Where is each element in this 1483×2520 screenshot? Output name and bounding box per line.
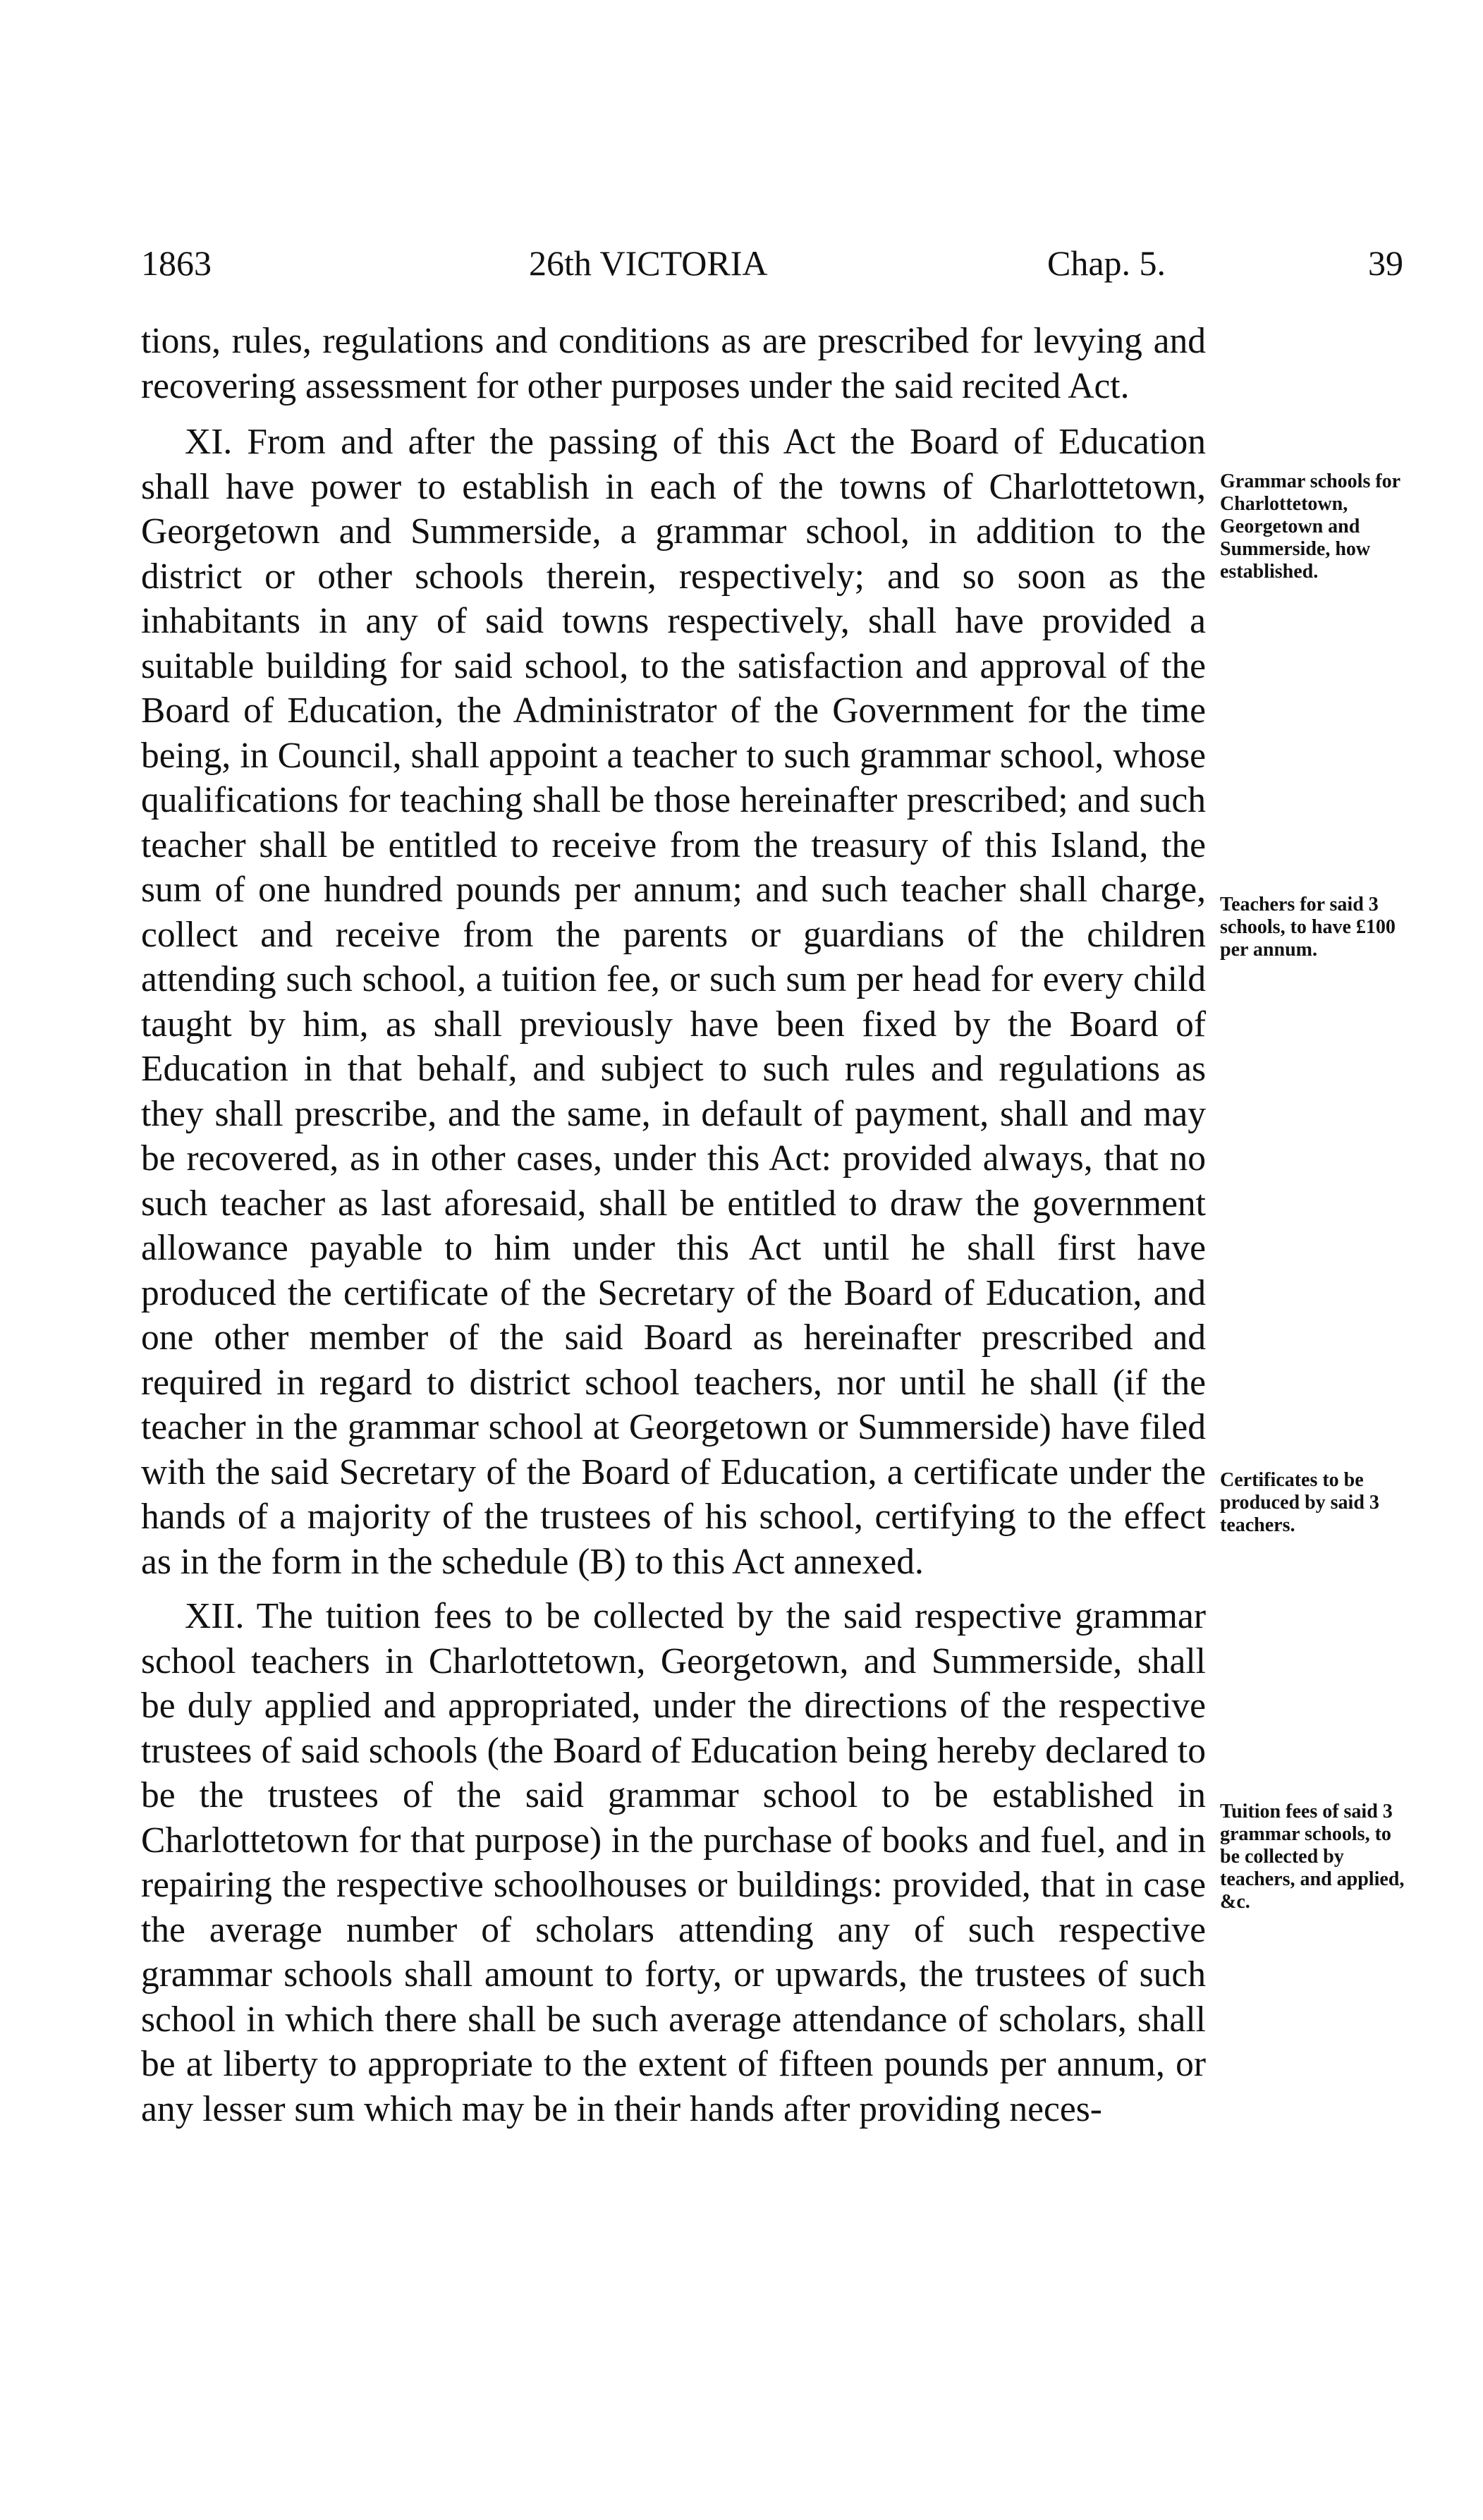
- margin-note-grammar-schools: Grammar schools for Charlottetown, Georgetown and Summerside, how established.: [1220, 470, 1400, 583]
- section-xii-paragraph: XII. The tuition fees to be collected by the said respective grammar school teachers in Charlottetown, Georgetown, and Summerside, shall be duly applied and appropriated, under the directions of the respective trustees of said schools (the Board of Education being hereby declared to be the trustees of the said grammar school to be established in Charlottetown for that purpose) in the purchase of books and fuel, and in repairing the respective schoolhouses or buildings: provided, that in case the average number of scholars attending any of such respective grammar schools shall amount to forty, or upwards, the trustees of such school in which there shall be such average attendance of scholars, shall be at liberty to appropriate to the extent of fifteen pounds per annum, or any lesser sum which may be in their hands after providing neces-: [141, 1596, 1206, 2129]
- margin-note-teachers-salary: Teachers for said 3 schools, to have £100 per annum.: [1220, 894, 1396, 961]
- header-reign: 26th VICTORIA: [529, 243, 768, 283]
- header-year: 1863: [141, 243, 212, 283]
- margin-note-certificates: Certificates to be produced by said 3 teachers.: [1220, 1469, 1379, 1536]
- running-header: [141, 238, 1403, 288]
- margin-note-tuition-fees: Tuition fees of said 3 grammar schools, to be collected by teachers, and applied, &c.: [1220, 1801, 1405, 1913]
- body-text: [141, 319, 1206, 2141]
- section-xi-paragraph: XI. From and after the passing of this Act the Board of Education shall have power to establish in each of the towns of Charlottetown, Georgetown and Summerside, a grammar school, in addition to the district or other schools therein, respectively; and so soon as the inhabitants in any of said towns respectively, shall have provided a suitable building for said school, to the satisfaction and approval of the Board of Education, the Administrator of the Government for the time being, in Council, shall appoint a teacher to such grammar school, whose qualifications for teaching shall be those hereinafter prescribed; and such teacher shall be entitled to receive from the treasury of this Island, the sum of one hundred pounds per annum; and such teacher shall charge, collect and receive from the parents or guardians of the children attending such school, a tuition fee, or such sum per head for every child taught by him, as shall previously have been fixed by the Board of Education in that behalf, and subject to such rules and regulations as they shall prescribe, and the same, in default of payment, shall and may be recovered, as in other cases, under this Act: provided always, that no such teacher as last aforesaid, shall be entitled to draw the government allowance payable to him under this Act until he shall first have produced the certificate of the Secretary of the Board of Education, and one other member of the said Board as hereinafter prescribed and required in regard to district school teachers, nor until he shall (if the teacher in the grammar school at Georgetown or Summerside) have filed with the said Secretary of the Board of Education, a certificate under the hands of a majority of the trustees of his school, certifying to the effect as in the form in the schedule (B) to this Act annexed.: [141, 422, 1206, 1582]
- continuation-paragraph: tions, rules, regulations and conditions as are prescribed for levying and recovering assessment for other purposes under the said recited Act.: [141, 321, 1206, 406]
- page-number: 39: [1368, 243, 1403, 283]
- header-chapter: Chap. 5.: [1047, 243, 1166, 283]
